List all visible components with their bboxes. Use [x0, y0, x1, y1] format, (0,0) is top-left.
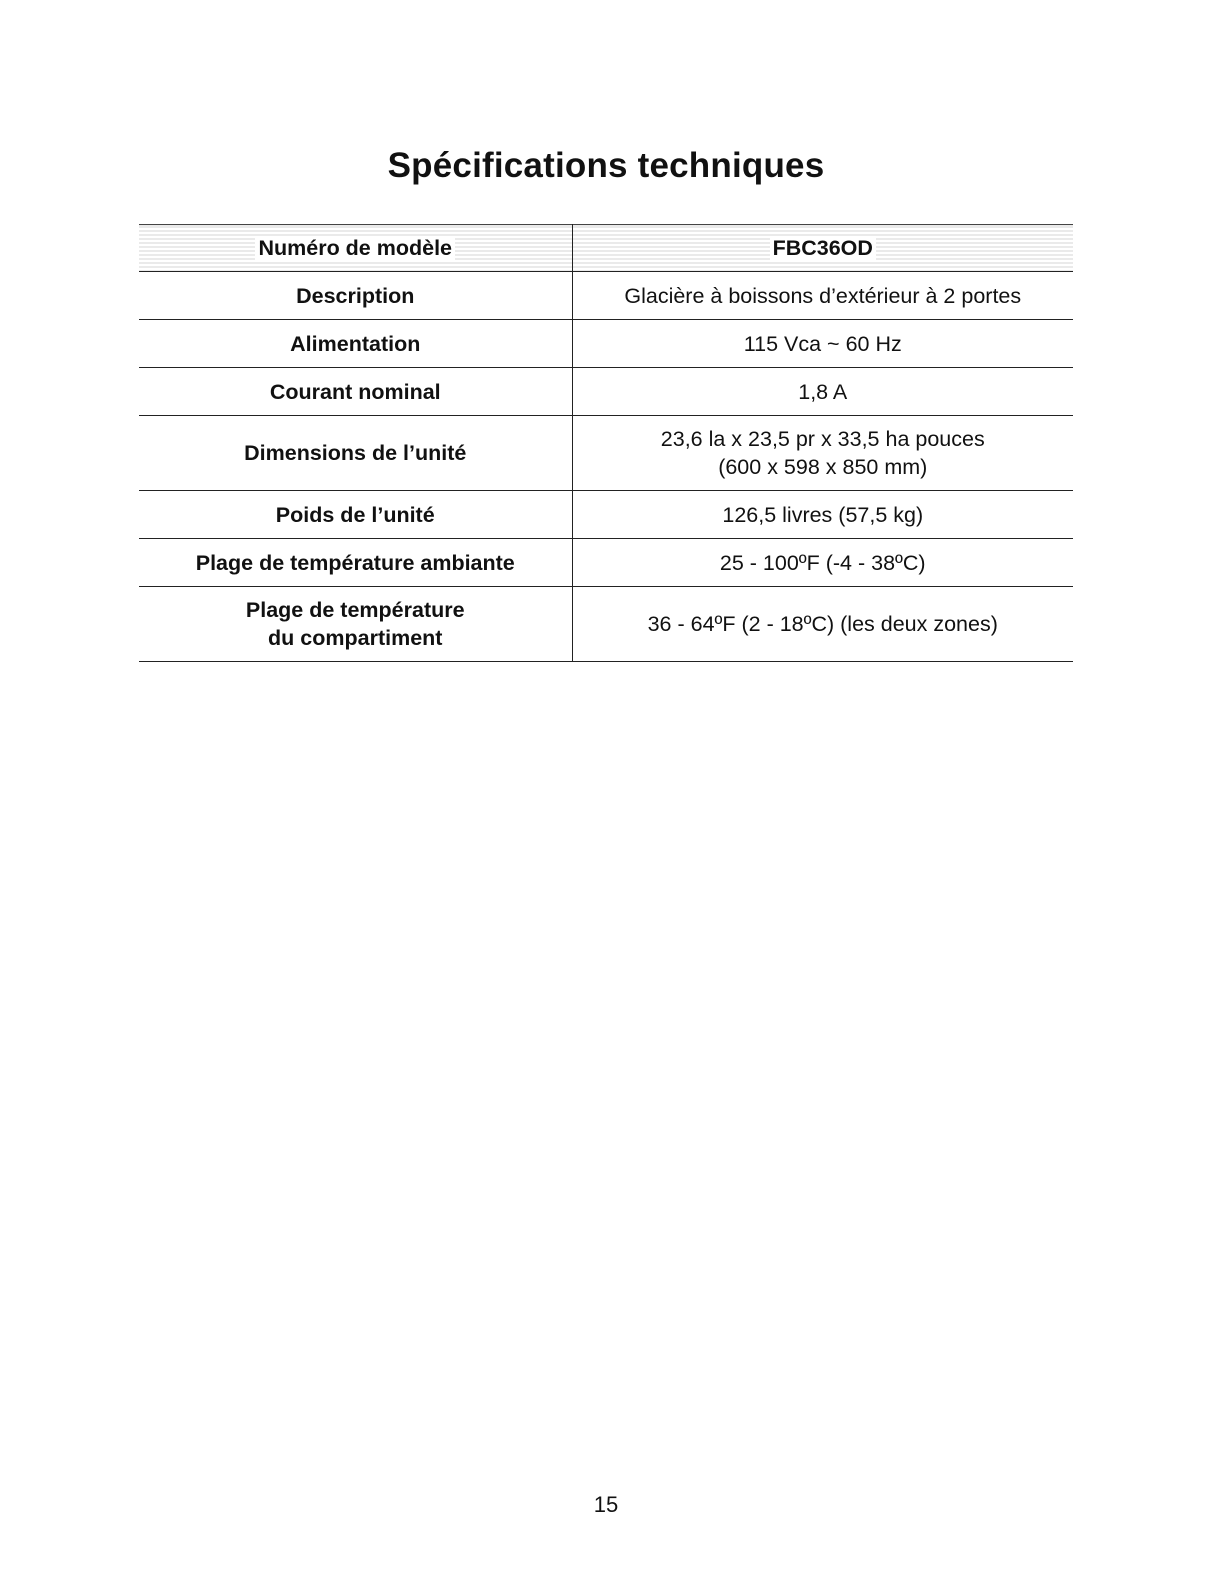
page-title: Spécifications techniques	[387, 146, 825, 185]
model-number-value-cell	[572, 225, 1073, 272]
table-row	[139, 416, 1073, 491]
ambient-temperature-value: 25 - 100ºF (-4 - 38ºC)	[572, 539, 1073, 587]
compartment-temperature-value: 36 - 64ºF (2 - 18ºC) (les deux zones)	[572, 587, 1073, 662]
table-row	[139, 587, 1073, 662]
table-header-row	[139, 225, 1073, 272]
description-value: Glacière à boissons d’extérieur à 2 portes	[572, 272, 1073, 320]
unit-dimensions-label: Dimensions de l’unité	[139, 416, 572, 491]
specifications-table	[139, 224, 1073, 662]
model-number-label: Numéro de modèle	[255, 236, 455, 260]
description-label: Description	[139, 272, 572, 320]
table-row	[139, 368, 1073, 416]
table-row	[139, 320, 1073, 368]
model-number-label-cell	[139, 225, 572, 272]
unit-dimensions-mm: (600 x 598 x 850 mm)	[718, 455, 928, 479]
compartment-temperature-label	[139, 587, 572, 662]
compartment-temperature-label-line-2: du compartiment	[268, 626, 443, 650]
unit-dimensions-value	[572, 416, 1073, 491]
compartment-temperature-label-line-1: Plage de température	[245, 598, 465, 622]
page-number: 15	[593, 1492, 619, 1517]
table-row	[139, 491, 1073, 539]
unit-weight-value: 126,5 livres (57,5 kg)	[572, 491, 1073, 539]
unit-dimensions-inches: 23,6 la x 23,5 pr x 33,5 ha pouces	[660, 427, 985, 451]
power-supply-value: 115 Vca ~ 60 Hz	[572, 320, 1073, 368]
rated-current-value: 1,8 A	[572, 368, 1073, 416]
rated-current-label: Courant nominal	[139, 368, 572, 416]
model-number-value: FBC36OD	[770, 236, 876, 260]
table-row	[139, 272, 1073, 320]
ambient-temperature-label: Plage de température ambiante	[139, 539, 572, 587]
unit-weight-label: Poids de l’unité	[139, 491, 572, 539]
table-row	[139, 539, 1073, 587]
power-supply-label: Alimentation	[139, 320, 572, 368]
